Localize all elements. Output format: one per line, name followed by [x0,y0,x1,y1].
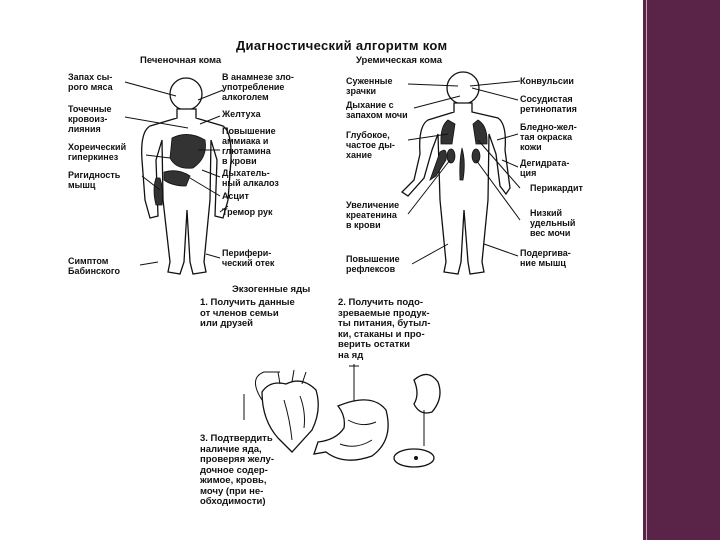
uremic-label-urine-breath: Дыхание с запахом мочи [346,100,408,120]
decorative-band-line [646,0,647,540]
liver-label-ammonia-glutamine: Повышение аммиака и глютамина в крови [222,126,276,166]
liver-label-muscle-rigidity: Ригидность мышц [68,170,121,190]
uremic-label-dehydration: Дегидрата- ция [520,158,570,178]
liver-label-petechiae: Точечные кровоиз- лияния [68,104,112,134]
liver-label-jaundice: Желтуха [222,109,261,119]
uremic-label-convulsions: Конвульсии [520,76,574,86]
uremic-coma-heading: Уремическая кома [356,55,443,66]
liver-coma-heading: Печеночная кома [140,55,222,66]
exogenous-step-1: 1. Получить данные от членов семьи или друзей [200,297,295,329]
liver-label-choreic-hyperkinesis: Хореический гиперкинез [68,142,127,162]
page-title: Диагностический алгоритм ком [236,38,448,53]
uremic-label-pale-skin: Бледно-жел- тая окраска кожи [520,122,577,152]
liver-label-raw-meat-odor: Запах сы- рого мяса [68,72,113,92]
liver-label-babinski-sign: Симптом Бабинского [68,256,121,276]
exogenous-step-2: 2. Получить подо- зреваемые продук- ты питания, бутыл- ки, стаканы и про- верить остатки на яд [338,297,431,361]
liver-label-alcohol-history: В анамнезе зло- употребление алкоголем [222,72,294,102]
liver-label-hand-tremor: Тремор рук [222,207,273,217]
uremic-patient-figure [402,72,510,274]
liver-label-respiratory-alkalosis: Дыхатель- ный алкалоз [222,168,279,188]
uremic-label-muscle-twitching: Подергива- ние мышц [520,248,571,268]
uremic-label-pericarditis: Перикардит [530,183,583,193]
uremic-label-deep-breathing: Глубокое, частое ды- хание [346,130,395,160]
uremic-label-retinopathy: Сосудистая ретинопатия [520,94,577,114]
uremic-label-creatinine: Увеличение креатенина в крови [346,200,400,230]
exogenous-heading: Экзогенные яды [232,284,311,295]
liver-label-ascites: Асцит [222,191,249,201]
liver-label-peripheral-edema: Перифери- ческий отек [222,248,275,268]
uremic-label-constricted-pupils: Суженные зрачки [346,76,393,96]
exogenous-step-3: 3. Подтвердить наличие яда, проверяя желу- дочное содер- жимое, кровь, мочу (при не- обходимости) [200,433,274,507]
uremic-label-low-specific-gravity: Низкий удельный вес мочи [530,208,576,238]
decorative-side-band [643,0,720,540]
uremic-label-hyperreflexia: Повышение рефлексов [346,254,400,274]
